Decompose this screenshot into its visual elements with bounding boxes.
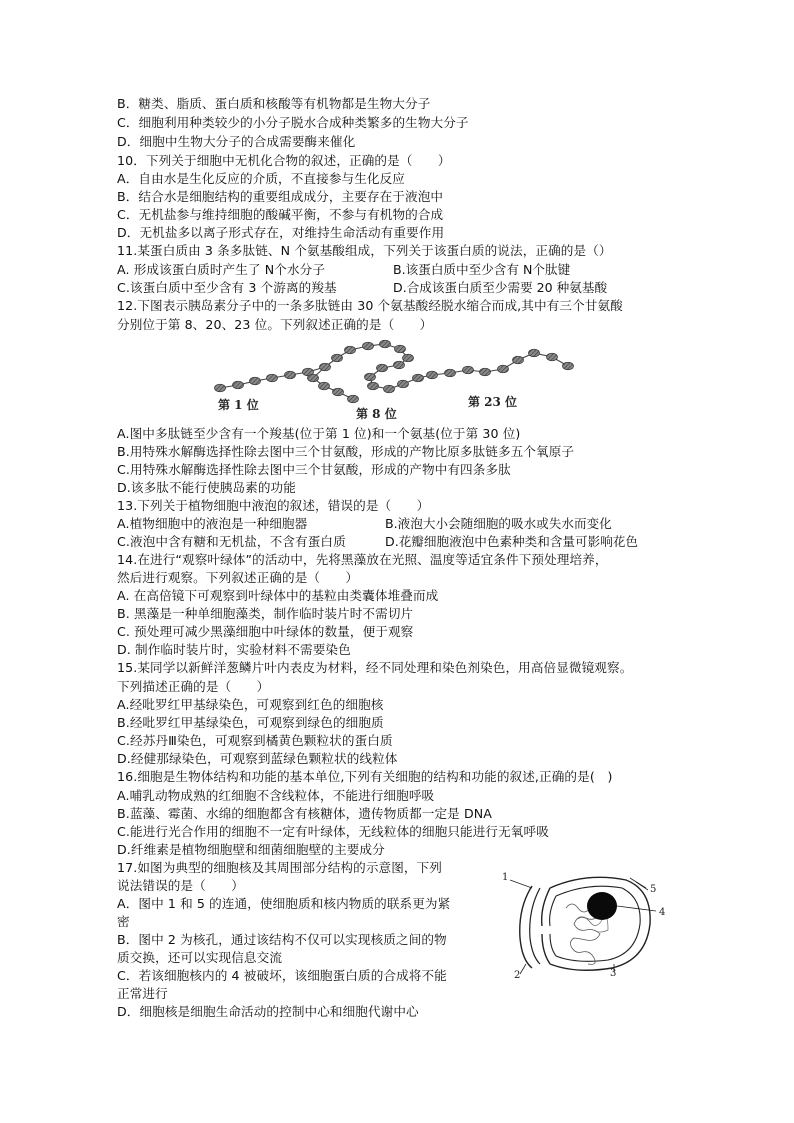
q14-stem-line2: 然后进行观察。下列叙述正确的是（ ） — [117, 570, 359, 585]
q11-stem: 11.某蛋白质由 3 条多肽链、N 个氨基酸组成，下列关于该蛋白质的说法，正确的是（） — [117, 243, 612, 258]
q12-option-d: D.该多肽不能行使胰岛素的功能 — [117, 480, 296, 495]
q13-option-c: C.液泡中含有糖和无机盐，不含有蛋白质 — [117, 534, 346, 549]
q14-option-c: C. 预处理可减少黑藻细胞中叶绿体的数量，便于观察 — [117, 624, 414, 639]
figure-label-1: 1 — [502, 872, 509, 883]
q11-option-b: B.该蛋白质中至少含有 N个肽键 — [393, 262, 571, 277]
q13-option-a: A.植物细胞中的液泡是一种细胞器 — [117, 516, 308, 531]
q15-stem-line1: 15.某同学以新鲜洋葱鳞片叶内表皮为材料，经不同处理和染色剂染色，用高倍显微镜观察。 — [117, 660, 633, 675]
q11-option-a: A. 形成该蛋白质时产生了 N个水分子 — [117, 262, 326, 277]
q10-option-b: B．结合水是细胞结构的重要组成成分，主要存在于液泡中 — [117, 189, 444, 204]
q13-stem: 13.下列关于植物细胞中液泡的叙述，错误的是（ ） — [117, 498, 430, 513]
polypeptide-figure — [210, 336, 580, 420]
q13-option-b: B.液泡大小会随细胞的吸水或失水而变化 — [385, 516, 612, 531]
label-position-1: 第 1 位 — [218, 398, 259, 412]
q15-option-a: A.经吡罗红甲基绿染色，可观察到红色的细胞核 — [117, 697, 384, 712]
q16-stem: 16.细胞是生物体结构和功能的基本单位,下列有关细胞的结构和功能的叙述,正确的是( ) — [117, 769, 613, 784]
amino-acid-beads — [215, 340, 574, 403]
q17-option-a-line2: 密 — [117, 914, 130, 929]
figure-label-5: 5 — [650, 884, 657, 895]
q9-option-b: B．糖类、脂质、蛋白质和核酸等有机物都是生物大分子 — [117, 96, 431, 111]
q12-option-c: C.用特殊水解酶选择性除去图中三个甘氨酸，形成的产物中有四条多肽 — [117, 462, 511, 477]
q11-option-d: D.合成该蛋白质至少需要 20 种氨基酸 — [393, 280, 608, 295]
q15-option-b: B.经吡罗红甲基绿染色，可观察到绿色的细胞质 — [117, 715, 384, 730]
q10-option-d: D．无机盐多以离子形式存在，对维持生命活动有重要作用 — [117, 225, 445, 240]
q14-stem-line1: 14.在进行“观察叶绿体”的活动中，先将黑藻放在光照、温度等适宜条件下预处理培养， — [117, 552, 608, 567]
q17-option-b-line2: 质交换，还可以实现信息交流 — [117, 950, 283, 965]
q17-option-c-line2: 正常进行 — [117, 986, 168, 1001]
q16-option-d: D.纤维素是植物细胞壁和细菌细胞壁的主要成分 — [117, 842, 385, 857]
q9-option-d: D．细胞中生物大分子的合成需要酶来催化 — [117, 134, 356, 149]
q17-option-c-line1: C．若该细胞核内的 4 被破坏，该细胞蛋白质的合成将不能 — [117, 968, 447, 983]
q13-option-d: D.花瓣细胞液泡中色素种类和含量可影响花色 — [385, 534, 638, 549]
q12-stem-line1: 12.下图表示胰岛素分子中的一条多肽链由 30 个氨基酸经脱水缩合而成,其中有三个甘氨酸 — [117, 298, 623, 313]
q12-option-b: B.用特殊水解酶选择性除去图中三个甘氨酸，形成的产物比原多肽链多五个氧原子 — [117, 444, 575, 459]
q9-option-c: C．细胞利用种类较少的小分子脱水合成种类繁多的生物大分子 — [117, 115, 469, 130]
figure-label-3: 3 — [610, 968, 617, 979]
q10-option-a: A．自由水是生化反应的介质，不直接参与生化反应 — [117, 171, 405, 186]
label-position-8: 第 8 位 — [356, 407, 397, 420]
q15-stem-line2: 下列描述正确的是（ ） — [117, 679, 270, 694]
q17-option-b-line1: B．图中 2 为核孔，通过该结构不仅可以实现核质之间的物 — [117, 932, 447, 947]
q17-stem-line1: 17.如图为典型的细胞核及其周围部分结构的示意图，下列 — [117, 860, 442, 875]
q11-option-c: C.该蛋白质中至少含有 3 个游离的羧基 — [117, 280, 337, 295]
q15-option-d: D.经健那绿染色，可观察到蓝绿色颗粒状的线粒体 — [117, 751, 398, 766]
figure-label-2: 2 — [514, 970, 521, 980]
q16-option-b: B.蓝藻、霉菌、水绵的细胞都含有核糖体，遗传物质都一定是 DNA — [117, 806, 493, 821]
q14-option-a: A. 在高倍镜下可观察到叶绿体中的基粒由类囊体堆叠而成 — [117, 588, 439, 603]
label-position-23: 第 23 位 — [468, 395, 518, 409]
figure-label-4: 4 — [659, 907, 666, 918]
q10-stem: 10．下列关于细胞中无机化合物的叙述，正确的是（ ） — [117, 153, 451, 168]
nucleus-figure — [496, 868, 676, 980]
q17-option-a-line1: A．图中 1 和 5 的连通，使细胞质和核内物质的联系更为紧 — [117, 896, 451, 911]
q14-option-b: B. 黑藻是一种单细胞藻类，制作临时装片时不需切片 — [117, 606, 414, 621]
q10-option-c: C．无机盐参与维持细胞的酸碱平衡，不参与有机物的合成 — [117, 207, 444, 222]
q14-option-d: D. 制作临时装片时，实验材料不需要染色 — [117, 642, 351, 657]
q12-option-a: A.图中多肽链至少含有一个羧基(位于第 1 位)和一个氨基(位于第 30 位) — [117, 426, 521, 441]
q16-option-c: C.能进行光合作用的细胞不一定有叶绿体，无线粒体的细胞只能进行无氧呼吸 — [117, 824, 549, 839]
q17-option-d: D．细胞核是细胞生命活动的控制中心和细胞代谢中心 — [117, 1004, 419, 1019]
q15-option-c: C.经苏丹Ⅲ染色，可观察到橘黄色颗粒状的蛋白质 — [117, 733, 393, 748]
q12-stem-line2: 分别位于第 8、20、23 位。下列叙述正确的是（ ） — [117, 317, 433, 332]
q17-stem-line2: 说法错误的是（ ） — [117, 878, 244, 893]
q16-option-a: A.哺乳动物成熟的红细胞不含线粒体，不能进行细胞呼吸 — [117, 788, 435, 803]
